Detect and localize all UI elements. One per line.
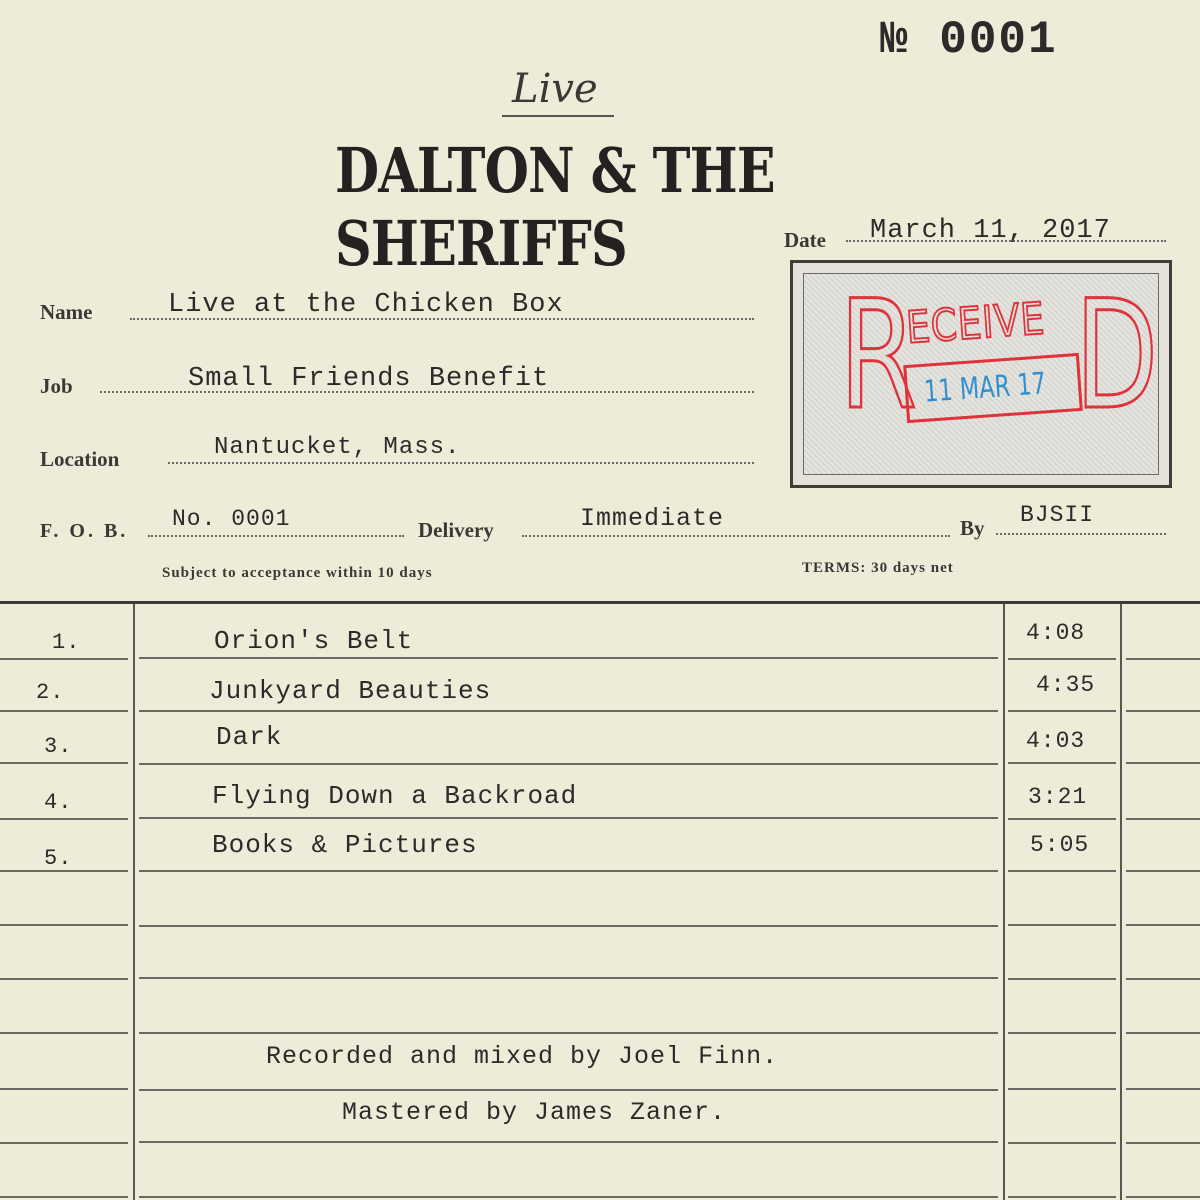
track-time: 4:03 xyxy=(1026,728,1086,754)
ledger-rule xyxy=(1126,1196,1200,1198)
fob-line xyxy=(148,535,404,537)
stamp-date: 11 MAR 17 xyxy=(922,366,1048,410)
ledger-rule xyxy=(139,1196,998,1198)
ledger-rule xyxy=(139,1089,998,1091)
track-title: Dark xyxy=(216,722,283,752)
track-number: 1. xyxy=(52,630,81,655)
location-value: Nantucket, Mass. xyxy=(214,434,461,461)
ledger-rule xyxy=(139,977,998,979)
ledger-rule xyxy=(0,1196,128,1198)
invoice-number: № 0001 xyxy=(880,14,1058,66)
track-title: Books & Pictures xyxy=(212,830,478,860)
received-stamp-box xyxy=(790,260,1172,488)
ledger-rule xyxy=(139,925,998,927)
ledger-time-divider-left xyxy=(1003,604,1005,1200)
ledger-rule xyxy=(1126,924,1200,926)
ledger-rule xyxy=(1126,1142,1200,1144)
ledger-rule xyxy=(1126,1032,1200,1034)
ledger-rule xyxy=(139,657,998,659)
ledger-rule xyxy=(0,818,128,820)
stamp-date-box xyxy=(903,353,1083,423)
live-script: Live xyxy=(512,66,598,112)
track-number: 2. xyxy=(36,680,65,705)
ledger-rule xyxy=(1126,978,1200,980)
by-label: By xyxy=(960,516,985,540)
ledger-rule xyxy=(1008,978,1116,980)
stamp-big-d: D xyxy=(1075,269,1159,443)
terms-note: TERMS: 30 days net xyxy=(802,560,954,576)
stamp-big-r: R xyxy=(839,269,918,443)
stamp-eceive: ECEIVE xyxy=(904,293,1047,354)
ledger-rule xyxy=(0,978,128,980)
ledger-rule xyxy=(0,658,128,660)
ledger-rule xyxy=(139,817,998,819)
name-label: Name xyxy=(40,300,93,324)
track-number: 3. xyxy=(44,734,73,759)
acceptance-note: Subject to acceptance within 10 days xyxy=(162,565,433,581)
track-time: 5:05 xyxy=(1030,832,1090,858)
ledger-rule xyxy=(139,1032,998,1034)
ledger-time-divider-right xyxy=(1120,604,1122,1200)
track-title: Orion's Belt xyxy=(214,626,414,656)
ledger-rule xyxy=(139,763,998,765)
job-label: Job xyxy=(40,374,73,398)
ledger-rule xyxy=(1008,1032,1116,1034)
ledger-left-divider xyxy=(133,604,135,1200)
location-label: Location xyxy=(40,447,120,471)
ledger-rule xyxy=(1008,1142,1116,1144)
track-number: 4. xyxy=(44,790,73,815)
ledger-rule xyxy=(1008,924,1116,926)
ledger-rule xyxy=(1126,710,1200,712)
track-title: Junkyard Beauties xyxy=(209,676,492,706)
ledger-rule xyxy=(1126,658,1200,660)
fob-label: F. O. B. xyxy=(40,520,129,542)
ledger-rule xyxy=(1008,870,1116,872)
ledger-rule xyxy=(1008,818,1116,820)
ledger-rule xyxy=(1126,1088,1200,1090)
delivery-label: Delivery xyxy=(418,518,494,542)
ledger-rule xyxy=(139,1141,998,1143)
track-title: Flying Down a Backroad xyxy=(212,781,578,811)
ledger-rule xyxy=(1008,762,1116,764)
ledger-rule xyxy=(0,1088,128,1090)
by-value: BJSII xyxy=(1020,502,1095,528)
ledger-rule xyxy=(139,710,998,712)
credit-recorded: Recorded and mixed by Joel Finn. xyxy=(266,1042,779,1071)
delivery-value: Immediate xyxy=(580,504,725,533)
ledger-rule xyxy=(1126,762,1200,764)
ledger-rule xyxy=(1008,1088,1116,1090)
live-underline xyxy=(502,115,614,117)
ledger-rule xyxy=(139,870,998,872)
job-value: Small Friends Benefit xyxy=(188,364,550,394)
date-value: March 11, 2017 xyxy=(870,216,1111,246)
ledger-rule xyxy=(0,924,128,926)
track-time: 4:35 xyxy=(1036,672,1096,698)
ledger-rule xyxy=(1008,658,1116,660)
track-time: 3:21 xyxy=(1028,784,1088,810)
ledger-rule xyxy=(1126,818,1200,820)
ledger-rule xyxy=(1126,870,1200,872)
ledger-rule xyxy=(1008,710,1116,712)
ledger-rule xyxy=(0,762,128,764)
name-value: Live at the Chicken Box xyxy=(168,290,564,320)
delivery-line xyxy=(522,535,950,537)
ledger-rule xyxy=(0,1142,128,1144)
band-title: DALTON & THE SHERIFFS xyxy=(335,134,775,280)
fob-value: No. 0001 xyxy=(172,506,291,532)
ledger-top-rule xyxy=(0,601,1200,604)
credit-mastered: Mastered by James Zaner. xyxy=(342,1098,727,1127)
location-line xyxy=(168,462,754,464)
ledger-rule xyxy=(1008,1196,1116,1198)
ledger-rule xyxy=(0,1032,128,1034)
by-line xyxy=(996,533,1166,535)
track-number: 5. xyxy=(44,846,73,871)
ledger-rule xyxy=(0,710,128,712)
track-time: 4:08 xyxy=(1026,620,1086,646)
date-label: Date xyxy=(784,228,826,252)
